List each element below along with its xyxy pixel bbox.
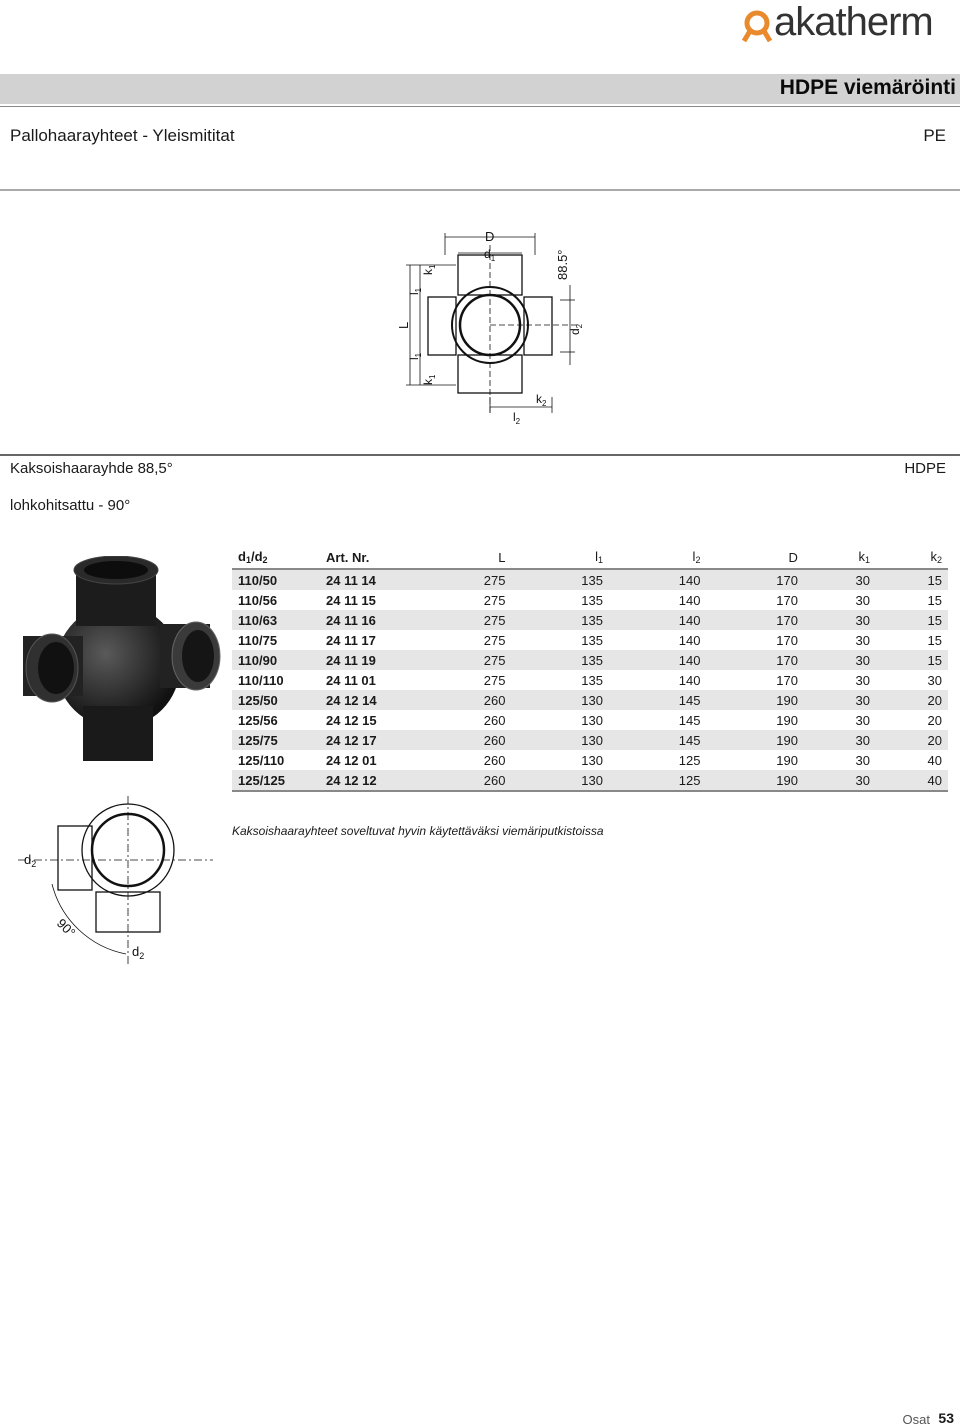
svg-text:d2: $d_2$ (132, 944, 145, 961)
table-cell: 130 (511, 770, 608, 791)
col-header-l1: $l_1$ (511, 546, 608, 569)
usage-note: Kaksoishaarayhteet soveltuvat hyvin käytettäväksi viemäriputkistoissa (232, 824, 604, 838)
col-header-k2: $k_2$ (876, 546, 948, 569)
table-cell: 170 (706, 670, 803, 690)
table-row (232, 670, 948, 690)
table-cell: 135 (511, 630, 608, 650)
logo-mark-icon (740, 8, 774, 42)
table-row (232, 730, 948, 750)
table-cell: 20 (876, 730, 948, 750)
divider (0, 106, 960, 107)
technical-drawing-top (390, 225, 590, 425)
table-row (232, 770, 948, 791)
table-cell: 15 (876, 650, 948, 670)
product-title: Kaksoishaarayhde 88,5° (10, 460, 173, 477)
material-tag: HDPE (904, 460, 946, 477)
table-cell: 190 (706, 750, 803, 770)
table-cell: 125 (609, 750, 706, 770)
table-cell: 170 (706, 569, 803, 590)
table-cell: 140 (609, 610, 706, 630)
brand-logo (740, 2, 955, 46)
table-cell: 275 (414, 650, 511, 670)
table-cell: 130 (511, 730, 608, 750)
table-cell: 20 (876, 690, 948, 710)
table-cell: 145 (609, 710, 706, 730)
spec-table (232, 546, 948, 792)
table-cell: 15 (876, 630, 948, 650)
svg-text:k1: $k_1$ (421, 264, 437, 275)
table-cell: 130 (511, 690, 608, 710)
table-cell: 145 (609, 690, 706, 710)
table-cell: 260 (414, 730, 511, 750)
table-row (232, 690, 948, 710)
table-cell: 125/125 (232, 770, 320, 791)
table-cell: 135 (511, 610, 608, 630)
table-row (232, 650, 948, 670)
table-cell: 40 (876, 770, 948, 791)
table-cell: 140 (609, 650, 706, 670)
table-cell: 110/110 (232, 670, 320, 690)
angle-label-90: 90° (53, 915, 79, 941)
table-cell: 275 (414, 569, 511, 590)
table-cell: 125/50 (232, 690, 320, 710)
table-cell: 145 (609, 730, 706, 750)
table-cell: 24 11 15 (320, 590, 414, 610)
svg-text:d2: $d_2$ (568, 323, 584, 335)
table-cell: 135 (511, 590, 608, 610)
category-title: HDPE viemäröinti (779, 76, 956, 99)
table-cell: 30 (804, 750, 876, 770)
table-cell: 190 (706, 710, 803, 730)
table-cell: 275 (414, 670, 511, 690)
table-cell: 24 11 19 (320, 650, 414, 670)
divider (0, 454, 960, 456)
dim-label-D: D (485, 229, 495, 244)
table-cell: 30 (804, 569, 876, 590)
table-cell: 110/56 (232, 590, 320, 610)
table-cell: 170 (706, 590, 803, 610)
table-cell: 24 11 14 (320, 569, 414, 590)
table-cell: 260 (414, 770, 511, 791)
table-header-row (232, 546, 948, 569)
col-header-art-nr: Art. Nr. (320, 546, 414, 569)
table-cell: 275 (414, 590, 511, 610)
logo-text: akatherm (774, 0, 933, 44)
table-cell: 190 (706, 730, 803, 750)
table-cell: 125/56 (232, 710, 320, 730)
svg-text:l1: $l_1$ (407, 287, 423, 295)
table-cell: 190 (706, 770, 803, 791)
table-cell: 30 (804, 770, 876, 791)
svg-text:k1: $k_1$ (421, 374, 437, 385)
table-cell: 30 (804, 710, 876, 730)
table-cell: 24 12 14 (320, 690, 414, 710)
table-cell: 40 (876, 750, 948, 770)
table-cell: 24 12 15 (320, 710, 414, 730)
product-photo (18, 556, 224, 766)
table-cell: 275 (414, 610, 511, 630)
table-cell: 15 (876, 590, 948, 610)
table-cell: 125 (609, 770, 706, 791)
col-header-D: D (706, 546, 803, 569)
table-cell: 30 (804, 610, 876, 630)
table-cell: 170 (706, 630, 803, 650)
table-cell: 24 11 17 (320, 630, 414, 650)
table-cell: 30 (804, 630, 876, 650)
col-header-k1: $k_1$ (804, 546, 876, 569)
table-cell: 30 (804, 670, 876, 690)
table-cell: 30 (804, 730, 876, 750)
table-cell: 24 11 16 (320, 610, 414, 630)
col-header-l2: $l_2$ (609, 546, 706, 569)
svg-text:d2: $d_2$ (24, 852, 37, 869)
table-row (232, 610, 948, 630)
table-cell: 170 (706, 650, 803, 670)
section-tag: PE (923, 126, 946, 145)
table-cell: 260 (414, 710, 511, 730)
table-cell: 15 (876, 569, 948, 590)
table-cell: 110/50 (232, 569, 320, 590)
table-cell: 125/75 (232, 730, 320, 750)
table-cell: 275 (414, 630, 511, 650)
angle-label: 88.5° (555, 249, 570, 280)
svg-text:d1: $d_1$ (484, 247, 496, 263)
table-row (232, 569, 948, 590)
table-cell: 135 (511, 650, 608, 670)
table-cell: 130 (511, 750, 608, 770)
table-cell: 140 (609, 670, 706, 690)
table-cell: 24 12 17 (320, 730, 414, 750)
divider (0, 189, 960, 191)
table-row (232, 630, 948, 650)
footer-label: Osat (902, 1412, 930, 1427)
table-cell: 260 (414, 690, 511, 710)
page-number: 53 (938, 1410, 954, 1426)
table-cell: 260 (414, 750, 511, 770)
table-cell: 135 (511, 670, 608, 690)
table-cell: 30 (804, 650, 876, 670)
table-cell: 110/63 (232, 610, 320, 630)
svg-text:k2: $k_2$ (536, 392, 547, 408)
col-header-L: L (414, 546, 511, 569)
technical-drawing-bottom (18, 796, 228, 976)
table-cell: 20 (876, 710, 948, 730)
table-cell: 190 (706, 690, 803, 710)
table-cell: 24 12 01 (320, 750, 414, 770)
col-header-d1-d2: $d_1/d_2$ (232, 546, 320, 569)
product-subtitle: lohkohitsattu - 90° (10, 497, 131, 514)
table-cell: 125/110 (232, 750, 320, 770)
table-cell: 140 (609, 630, 706, 650)
svg-text:l2: $l_2$ (513, 410, 521, 425)
table-cell: 110/90 (232, 650, 320, 670)
table-cell: 30 (876, 670, 948, 690)
table-cell: 140 (609, 590, 706, 610)
table-row (232, 750, 948, 770)
table-cell: 130 (511, 710, 608, 730)
table-cell: 30 (804, 590, 876, 610)
section-title: Pallohaarayhteet - Yleismititat (10, 126, 235, 145)
table-cell: 15 (876, 610, 948, 630)
table-row (232, 710, 948, 730)
table-cell: 170 (706, 610, 803, 630)
table-cell: 110/75 (232, 630, 320, 650)
dim-label-L: L (396, 321, 411, 329)
svg-text:l1: $l_1$ (407, 352, 423, 360)
table-cell: 140 (609, 569, 706, 590)
table-row (232, 590, 948, 610)
table-cell: 135 (511, 569, 608, 590)
table-cell: 24 12 12 (320, 770, 414, 791)
table-cell: 24 11 01 (320, 670, 414, 690)
table-cell: 30 (804, 690, 876, 710)
